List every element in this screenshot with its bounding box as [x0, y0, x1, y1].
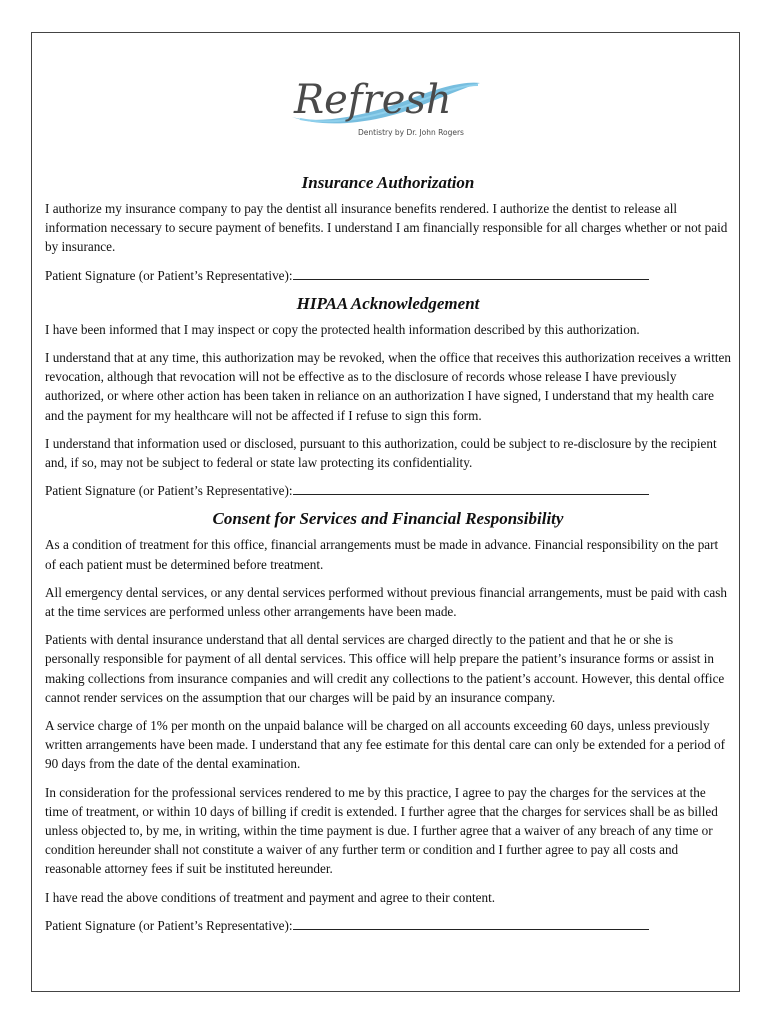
consent-paragraph-6: I have read the above conditions of treatment and payment and agree to their content. [45, 889, 496, 905]
consent-paragraph-4: A service charge of 1% per month on the unpaid balance will be charged on all accounts exceeding 60 days, unless previously written arrangements have been made. I understand that any fee estimate for this dental care can only be extended for a period of 90 days from the date of the dental examination. [45, 718, 725, 772]
hipaa-title: HIPAA Acknowledgement [296, 293, 480, 313]
form-content [45, 168, 731, 943]
consent-title: Consent for Services and Financial Responsibility [212, 509, 564, 529]
hipaa-paragraph-3: I understand that information used or disclosed, pursuant to this authorization, could be subject to re-disclosure by the recipient and, if so, may not be subject to federal or state law protecting its confidentiality. [45, 435, 717, 471]
insurance-title: Insurance Authorization [301, 173, 475, 192]
refresh-logo [280, 55, 490, 145]
consent-signature-line[interactable] [293, 916, 649, 930]
hipaa-signature-label: Patient Signature (or Patient’s Representative): [45, 483, 293, 499]
insurance-signature-line[interactable] [293, 266, 649, 280]
brand-wordmark: Refresh [294, 77, 452, 123]
insurance-signature-row [45, 266, 731, 285]
consent-paragraph-3: Patients with dental insurance understand that all dental services are charged directly to the patient and that he or she is personally responsible for payment of all dental services. This office will help prepare the patient’s insurance forms or assist in making collections from insurance companies and will credit any collections to the patient’s account. However, this dental office cannot render services on the assumption that our charges will be paid by an insurance company. [45, 632, 725, 705]
refresh-logo-mark [280, 55, 490, 145]
insurance-signature-label: Patient Signature (or Patient’s Representative): [45, 267, 293, 283]
consent-signature-row [45, 916, 731, 935]
consent-paragraph-1: As a condition of treatment for this office, financial arrangements must be made in advance. Financial responsibility on the part of each patient must be determined before treatment. [45, 537, 719, 572]
insurance-paragraph: I authorize my insurance company to pay the dentist all insurance benefits rendered. I authorize the dentist to release all information necessary to secure payment of benefits. I understand I am financially responsible for all charges whether or not paid by insurance. [45, 201, 728, 255]
hipaa-paragraph-1: I have been informed that I may inspect or copy the protected health information described by this authorization. [45, 321, 640, 337]
consent-paragraph-5: In consideration for the professional services rendered to me by this practice, I agree to pay the charges for the services at the time of treatment, or within 10 days of billing if credit is extended. I further agree that the charges for services shall be as billed unless objected to, by me, in writing, within the time payment is due. I further agree that a waiver of any breach of any time or condition hereunder shall not constitute a waiver of any further term or condition and I further agree to pay all costs and reasonable attorney fees if suit be instituted hereunder. [45, 784, 718, 877]
hipaa-signature-row [45, 481, 731, 500]
hipaa-paragraph-2: I understand that at any time, this authorization may be revoked, when the office that receives this authorization receives a written revocation, although that revocation will not be effective as to the disclosure of records whose release I have previously authorized, or where other action has been taken in reliance on an authorization I have signed, I understand that my health care and the payment for my healthcare will not be affected if I refuse to sign this form. [45, 350, 731, 423]
consent-paragraph-2: All emergency dental services, or any dental services performed without previous financial arrangements, must be paid with cash at the time services are performed unless other arrangements have been made. [45, 584, 727, 620]
hipaa-signature-line[interactable] [293, 481, 649, 495]
consent-signature-label: Patient Signature (or Patient’s Representative): [45, 917, 293, 933]
brand-tagline: Dentistry by Dr. John Rogers [358, 128, 464, 137]
